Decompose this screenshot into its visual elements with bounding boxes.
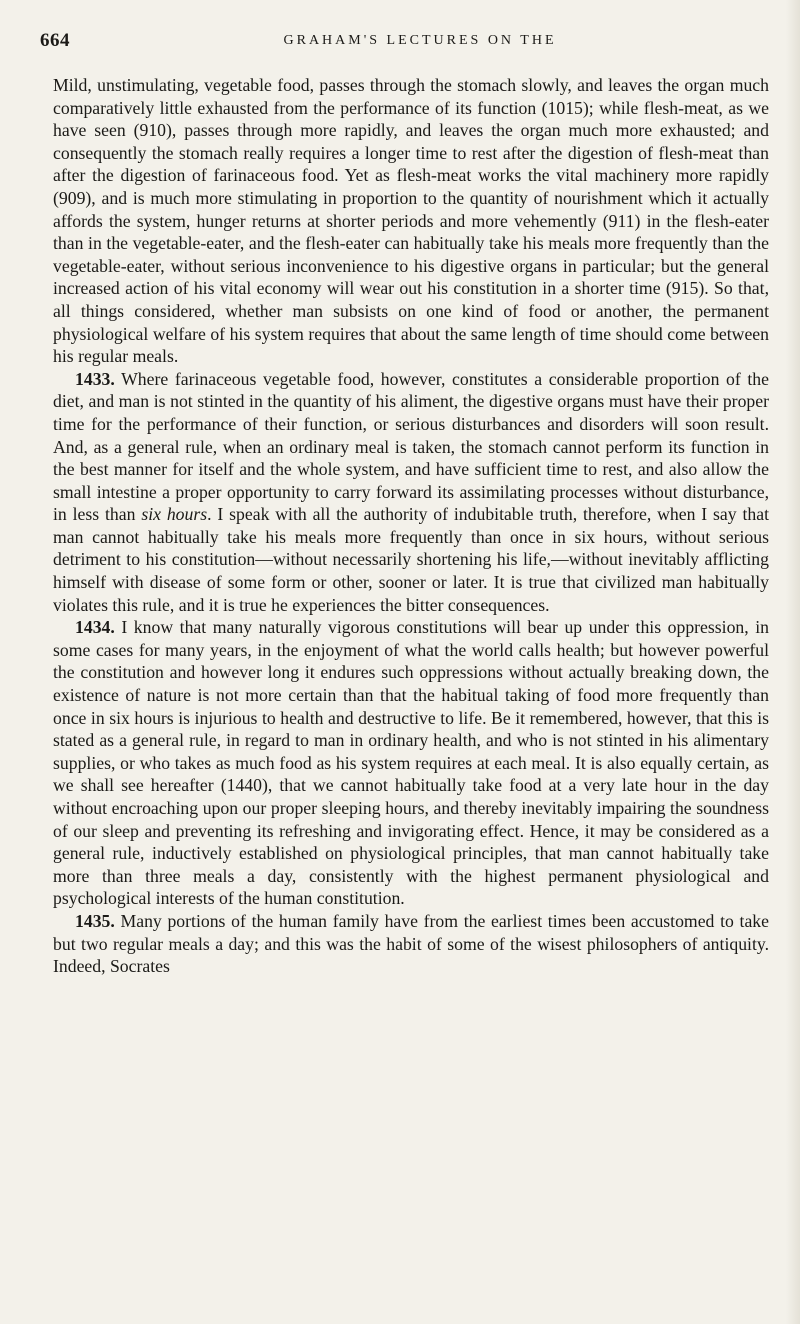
paragraph-number: 1433. [75, 368, 115, 389]
page-number: 664 [40, 30, 70, 51]
paragraph-text: Many portions of the human family have from the earliest times been accustomed to take but two regular meals a day; and this was the habit of some of the wisest philosophers of antiquity. Indeed, Socrates [53, 910, 769, 977]
emphasis: six hours [141, 504, 208, 525]
paragraph-intro [53, 74, 769, 368]
paragraph-number: 1435. [75, 910, 115, 931]
paragraph-1433 [53, 368, 769, 617]
running-title: GRAHAM'S LECTURES ON THE [283, 33, 557, 48]
paragraph-1434 [53, 616, 769, 910]
text-body [53, 74, 769, 978]
paragraph-number: 1434. [75, 617, 115, 638]
paragraph-text: I know that many naturally vigorous constitutions will bear up under this oppression, in some cases for many years, in the enjoyment of what the world calls health; but however powerful the constitution and however long it endures such oppressions without actually breaking down, the existence of nature is not more certain than that the habitual taking of food more frequently than once in six hours is injurious to health and destructive to life. Be it remembered, however, that this is stated as a general rule, in regard to man in ordinary health, and who is not stinted in his alimentary supplies, or who takes as much food as his system requires at each meal. It is also equally certain, as we shall see hereafter (1440), that we cannot habitually take food at a very late hour in the day without encroaching upon our proper sleeping hours, and thereby inevitably impairing the soundness of our sleep and preventing its refreshing and invigorating effect. Hence, it may be considered as a general rule, inductively established on physiological principles, that man cannot habitually take more than three meals a day, consistently with the highest permanent physiological and psychological interests of the human constitution. [53, 617, 770, 909]
page-edge-shadow [786, 0, 800, 1324]
running-head [40, 30, 760, 60]
paragraph-text: Where farinaceous vegetable food, however, constitutes a considerable proportion of the diet, and man is not stinted in the quantity of his aliment, the digestive organs must have their proper time for the performance of their function, or serious disturbances and disorders will soon result. And, as a general rule, when an ordinary meal is taken, the stomach cannot perform its function in the best manner for itself and the whole system, and have sufficient time to rest, and also allow the small intestine a proper opportunity to carry forward its assimilating processes without disturbance, in less than six hours. I speak with all the authority of indubitable truth, therefore, when I say that man cannot habitually take his meals more frequently than once in six hours, without serious detriment to his constitution—without necessarily shortening his life,—without inevitably afflicting himself with disease of some form or other, sooner or later. It is true that civilized man habitually violates this rule, and it is true he experiences the bitter consequences. [53, 368, 769, 615]
paragraph-text: Mild, unstimulating, vegetable food, passes through the stomach slowly, and leaves the organ much comparatively little exhausted from the performance of its function (1015); while flesh-meat, as we have seen (910), passes through more rapidly, and leaves the organ much more exhausted; and consequently the stomach really requires a longer time to rest after the digestion of flesh-meat than after the digestion of farinaceous food. Yet as flesh-meat works the vital machinery more rapidly (909), and is much more stimulating in proportion to the quantity of nourishment which it actually affords the system, hunger returns at shorter periods and more vehemently (911) in the flesh-eater than in the vegetable-eater, and the flesh-eater can habitually take his meals more frequently than the vegetable-eater, without serious inconvenience to his digestive organs in particular; but the general increased action of his vital economy will wear out his constitution in a shorter time (915). So that, all things considered, whether man subsists on one kind of food or another, the permanent physiological welfare of his system requires that about the same length of time should come between his regular meals. [53, 75, 769, 367]
paragraph-1435 [53, 910, 769, 978]
